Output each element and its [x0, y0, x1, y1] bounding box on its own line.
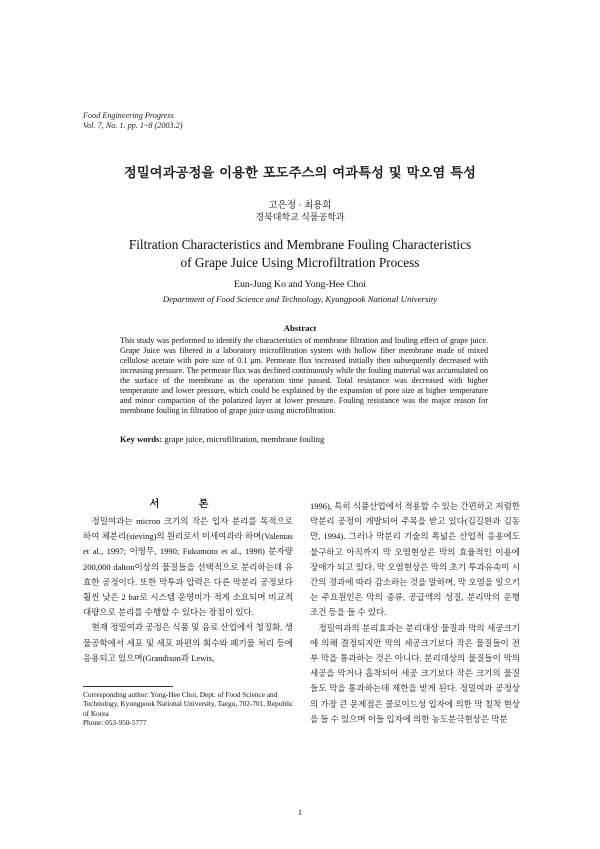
korean-authors: 고은정 · 최용희 — [268, 201, 332, 211]
footnote-phone: Phone: 053-950-5777 — [83, 717, 147, 727]
left-paragraph-2: 현재 정밀여과 공정은 식품 및 음료 산업에서 청징화, 생물공학에서 세포 및 세포 파편의 회수와 폐기물 처리 등에 응용되고 있으며(Grandison과 Lewis, — [83, 622, 293, 663]
journal-name: Food Engineering Progress — [83, 111, 174, 120]
english-title — [0, 236, 600, 272]
korean-affiliation: 경북대학교 식품공학과 — [255, 212, 345, 222]
keywords-list: grape juice, microfiltration, membrane fouling — [164, 434, 325, 444]
abstract-text: This study was performed to identify the characteristics of membrane filtration and fouling effect of grape juice. Grape Juice was filtered in a laboratory microfiltration system with hollow fiber membrane made of mixed cellulose acetate with pore size of 0.1 μm. Permeate flux increased initially then subsequently decreased with increasing pressure. The permeate flux was declined continuously while the fouling material was accumulated on the surface of the membrane as the operation time passed. Total resistance was decreased with higher temperature and lower pressure, which could be explained by the expansion of pore size at higher temperature and minor compaction of the polarized layer at lower pressure. Fouling resistance was the major reason for membrane fouling in filtration of grape juice using microfiltration. — [120, 336, 488, 415]
right-paragraph-2: 정밀여과의 분리효과는 분리대상 물질과 막의 세공크기에 의해 결정되지만 막의 세공크기보다 작은 물질들이 전부 막을 통과하는 것은 아니다. 분리대상의 물질들이 막의 세공을 막거나 흡착되어 세공 크기보다 작은 크기의 물질들도 막을 통과하는데 제한을 받게 된다. 정밀여과 공정상의 가장 큰 문제점은 콜로이드성 입자에 의한 막 침착 현상을 들 수 있으며 이들 입자에 의한 농도분극현상은 막분 — [310, 622, 520, 724]
section-heading-introduction: 서 론 — [149, 499, 227, 510]
left-paragraph-1: 정밀여과는 micron 크기의 작은 입자 분리를 목적으로 하여 체분리(sieving)의 원리로서 미세여과라 하며(Valentas et al., 1997; 이영무, 1990; Fukumoto et al., 1998) 분자량 200,000 dalton이상의 물질들을 선택적으로 분리하는데 유효한 공정이다. 또한 막투과 압력은 다른 막분리 공정보다 훨씬 낮은 2 bar로 시스템 운영비가 적게 소요되며 비교적 대량으로 분리를 수행할 수 있다는 장점이 있다. — [83, 516, 293, 618]
right-paragraph-1: 1996), 특히 식품산업에서 적용할 수 있는 간편하고 저렴한 막분리 공정이 개발되어 주목을 받고 있다(김길환과 김동만, 1994). 그러나 막분리 기술의 폭넓은 산업적 응용에도 불구하고 아직까지 막 오염현상은 막의 효율적인 이용에 장애가 되고 있다. 막 오염현상은 막의 초기 투과유속이 시간의 경과에 따라 감소하는 것을 말하며, 막 오염을 일으키는 주요원인은 막의 종류, 공급액의 성질, 분리막의 운행 조건 등을 들 수 있다. — [310, 501, 520, 618]
english-title-line1: Filtration Characteristics and Membrane Fouling Characteristics — [128, 237, 472, 252]
abstract-heading: Abstract — [283, 323, 317, 333]
korean-title: 정밀여과공정을 이용한 포도주스의 여과특성 및 막오염 특성 — [123, 166, 477, 181]
english-authors: Eun-Jung Ko and Yong-Hee Choi — [234, 279, 366, 290]
journal-citation — [83, 111, 183, 131]
footnote — [83, 690, 295, 727]
keywords — [120, 434, 488, 444]
journal-volume: Vol. 7, No. 1. pp. 1~8 (2003.2) — [83, 121, 183, 130]
english-title-line2: of Grape Juice Using Microfiltration Process — [180, 255, 420, 270]
page-number: 1 — [297, 807, 303, 817]
footnote-corresponding-author: Corresponding author: Yong-Hee Choi, Dept. of Food Science and Technology, Kyungpook National University, Taegu, 702-701, Republic of Korea — [83, 690, 294, 718]
left-column — [83, 514, 293, 666]
right-column — [310, 499, 520, 727]
english-affiliation: Department of Food Science and Technology, Kyungpook National University — [162, 294, 438, 304]
footnote-divider — [83, 686, 173, 687]
keywords-label: Key words: — [120, 434, 163, 444]
